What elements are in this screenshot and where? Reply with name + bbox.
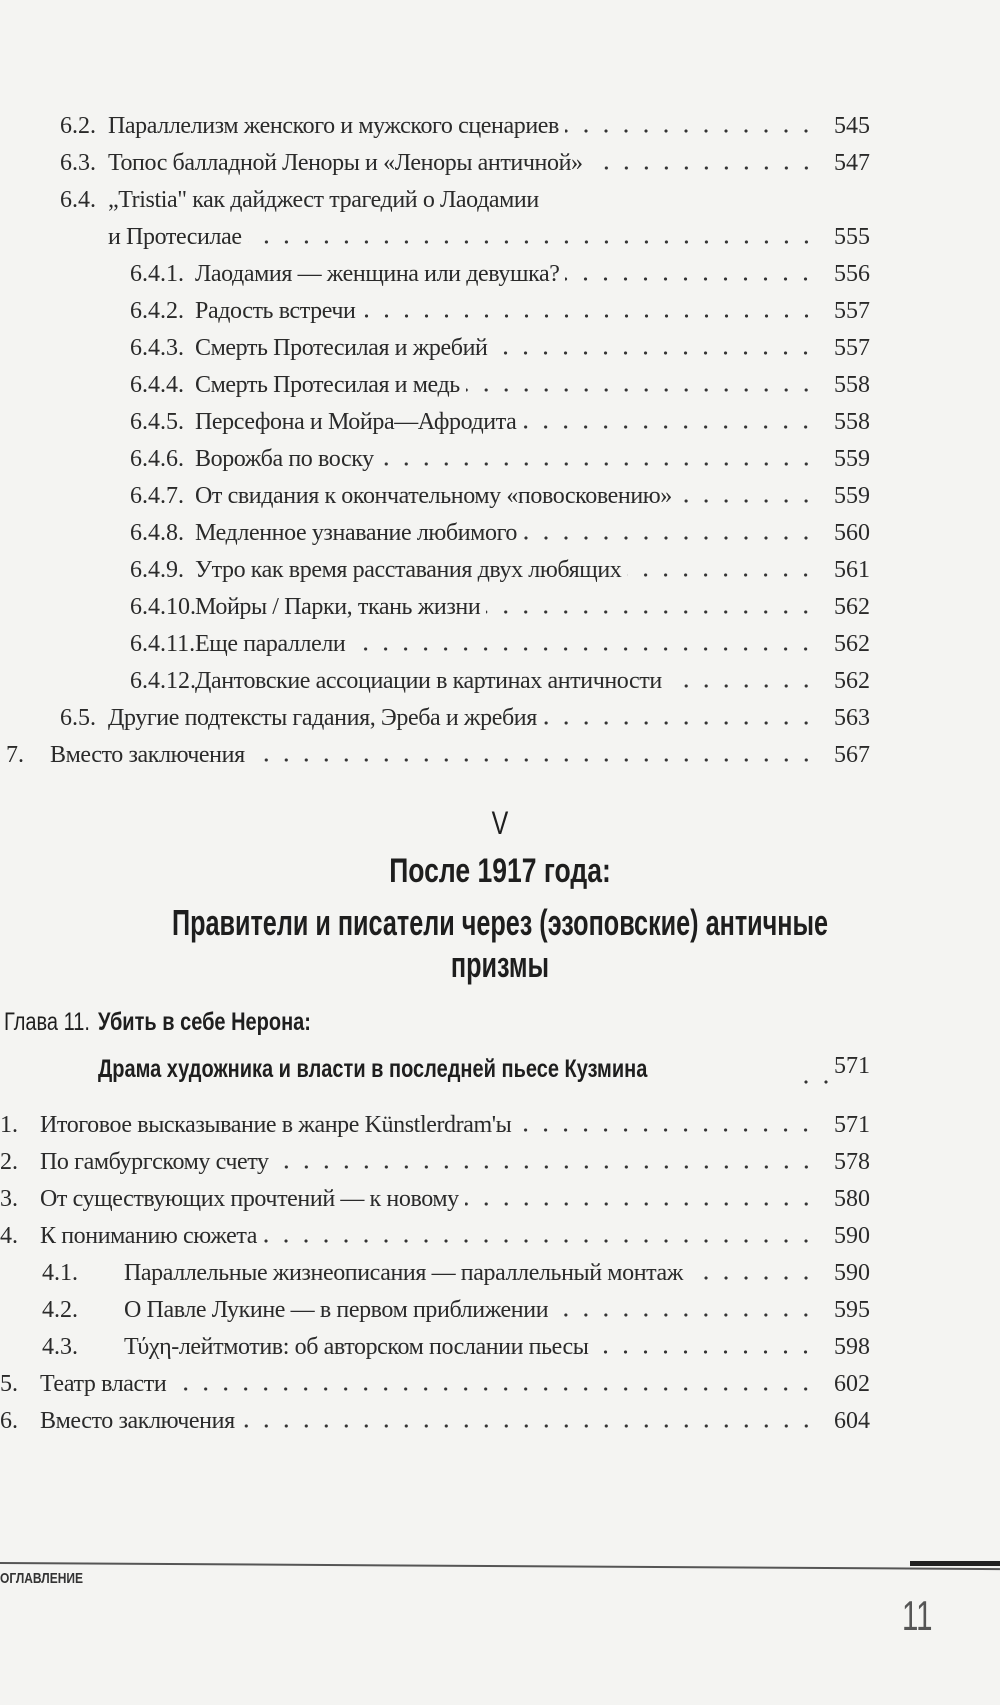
footer-rule-accent: [910, 1561, 1000, 1566]
dot-leader: [678, 499, 816, 503]
toc-entry: [0, 478, 1000, 515]
toc-entry-text: [195, 330, 870, 367]
toc-entry-label: Топос балладной Леноры и «Леноры античной»: [108, 150, 583, 176]
dot-leader: [627, 573, 816, 577]
toc-entry-page: 558: [834, 409, 870, 435]
dot-leader: [248, 240, 816, 244]
toc-entry-number: 6.5.: [60, 705, 96, 731]
toc-entry-label: О Павле Лукине — в первом приближении: [124, 1297, 549, 1323]
toc-entry-text: [124, 1329, 870, 1366]
toc-entry-label: Ворожба по воску: [195, 446, 374, 472]
toc-entry-text: [40, 1181, 870, 1218]
toc-entry-number: 6.4.4.: [130, 372, 184, 398]
toc-entry-number: 1.: [0, 1112, 18, 1138]
toc-entry-page: 562: [834, 668, 870, 694]
toc-entry: [0, 1218, 1000, 1255]
toc-entry-number: 6.4.11.: [130, 631, 196, 657]
dot-leader: [594, 1350, 816, 1354]
toc-entry: [0, 182, 1000, 219]
toc-entry-label: Утро как время расставания двух любящих: [195, 557, 622, 583]
toc-entry-page: 545: [834, 113, 870, 139]
toc-entry-number: 6.4.: [60, 187, 96, 213]
toc-entry-text: [195, 478, 870, 515]
toc-entry-page: 563: [834, 705, 870, 731]
part-number: V: [491, 805, 509, 841]
toc-entry-page: 595: [834, 1297, 870, 1323]
chapter-page: 571: [834, 1053, 870, 1079]
toc-entry: [0, 1292, 1000, 1329]
toc-entry-number: 2.: [0, 1149, 18, 1175]
toc-entry-text: [195, 441, 870, 478]
toc-entry: [0, 1181, 1000, 1218]
dot-leader: [466, 388, 816, 392]
toc-entry-text: [195, 367, 870, 404]
toc-entry-text: [124, 1255, 870, 1292]
toc-entry-label: От свидания к окончательному «повосковению»: [195, 483, 672, 509]
toc-entry: [0, 552, 1000, 589]
toc-entry-number: 6.: [0, 1408, 18, 1434]
toc-entry-label: Параллелизм женского и мужского сценариев: [108, 113, 559, 139]
toc-entry-label: Мойры / Парки, ткань жизни: [195, 594, 481, 620]
dot-leader: [668, 684, 816, 688]
part-title: После 1917 года:: [389, 852, 611, 890]
toc-entry-text: [124, 1292, 870, 1329]
toc-entry-number: 6.4.6.: [130, 446, 184, 472]
dot-leader: [241, 1424, 816, 1428]
toc-entry-text: [108, 145, 870, 182]
toc-entry: [0, 1255, 1000, 1292]
toc-entry-page: 567: [834, 742, 870, 768]
dot-leader: [523, 536, 816, 540]
toc-entry-page: 562: [834, 594, 870, 620]
toc-entry-page: 561: [834, 557, 870, 583]
toc-entry-text: [195, 515, 870, 552]
toc-section-bottom: [0, 1107, 1000, 1440]
toc-entry-number: 4.3.: [42, 1334, 78, 1360]
dot-leader: [172, 1387, 816, 1391]
toc-entry: [0, 256, 1000, 293]
toc-entry-number: 6.4.7.: [130, 483, 184, 509]
toc-entry-text: [195, 589, 870, 626]
dot-leader: [275, 1165, 816, 1169]
toc-entry: [0, 441, 1000, 478]
toc-entry: [0, 1329, 1000, 1366]
toc-entry-number: 4.1.: [42, 1260, 78, 1286]
toc-entry-label: От существующих прочтений — к новому: [40, 1186, 459, 1212]
toc-entry-label: По гамбургскому счету: [40, 1149, 269, 1175]
toc-entry-text: [50, 737, 870, 774]
toc-entry-page: 557: [834, 335, 870, 361]
toc-entry-label: Персефона и Мойра—Афродита: [195, 409, 517, 435]
toc-entry: [0, 145, 1000, 182]
toc-entry-number: 6.4.9.: [130, 557, 184, 583]
dot-leader: [263, 1239, 816, 1243]
toc-entry-number: 6.4.12.: [130, 668, 196, 694]
toc-entry: [0, 108, 1000, 145]
toc-entry-label: Вместо заключения: [40, 1408, 235, 1434]
toc-entry-page: 598: [834, 1334, 870, 1360]
toc-entry-label: Смерть Протесилая и медь: [195, 372, 460, 398]
toc-entry-text: [108, 700, 870, 737]
toc-entry-page: 604: [834, 1408, 870, 1434]
dot-leader: [486, 610, 816, 614]
toc-entry-number: 6.4.10.: [130, 594, 196, 620]
toc-entry-label: Еще параллели: [195, 631, 346, 657]
toc-entry-text: [40, 1218, 870, 1255]
toc-entry-number: 7.: [6, 742, 24, 768]
toc-entry: [0, 1144, 1000, 1181]
dot-leader: [380, 462, 816, 466]
toc-entry: [0, 700, 1000, 737]
dot-leader: [465, 1202, 816, 1206]
toc-entry-number: 6.4.5.: [130, 409, 184, 435]
toc-entry-label: Вместо заключения: [50, 742, 245, 768]
dot-leader: [517, 1128, 816, 1132]
toc-entry-label: Лаодамия — женщина или девушка?: [195, 261, 560, 287]
chapter-title-line1: Убить в себе Нерона:: [98, 1008, 311, 1036]
toc-entry-page: 547: [834, 150, 870, 176]
toc-entry-text: [195, 663, 870, 700]
toc-entry-text: [40, 1144, 870, 1181]
toc-entry-text: [108, 219, 870, 256]
dot-leader: [351, 647, 816, 651]
toc-entry: [0, 663, 1000, 700]
toc-entry-text: [108, 182, 870, 219]
toc-entry: [0, 367, 1000, 404]
page-number: 11: [902, 1592, 933, 1639]
dot-leader: [554, 1313, 816, 1317]
toc-entry: [0, 737, 1000, 774]
footer-rule: [0, 1562, 1000, 1570]
toc-entry-page: 558: [834, 372, 870, 398]
toc-entry-page: 571: [834, 1112, 870, 1138]
chapter-leader: [800, 1080, 836, 1084]
toc-entry-page: 578: [834, 1149, 870, 1175]
toc-entry-number: 6.3.: [60, 150, 96, 176]
toc-entry-number: 6.4.2.: [130, 298, 184, 324]
toc-section-top: [0, 108, 1000, 774]
toc-entry-label: Другие подтексты гадания, Эреба и жребия: [108, 705, 537, 731]
toc-entry-label: Дантовские ассоциации в картинах античности: [195, 668, 662, 694]
toc-entry-label: Смерть Протесилая и жребий: [195, 335, 488, 361]
toc-entry-label: Итоговое высказывание в жанре Künstlerdram'ы: [40, 1112, 512, 1138]
dot-leader: [565, 129, 816, 133]
dot-leader: [589, 166, 816, 170]
chapter-prefix: Глава 11.: [4, 1008, 90, 1036]
toc-entry-text: [40, 1366, 870, 1403]
toc-entry-text: [195, 626, 870, 663]
toc-entry-label: Τύχη-лейтмотив: об авторском послании пьесы: [124, 1334, 589, 1360]
running-head: ОГЛАВЛЕНИЕ: [0, 1570, 84, 1587]
toc-entry-page: 590: [834, 1260, 870, 1286]
toc-entry: [0, 626, 1000, 663]
toc-entry: [0, 404, 1000, 441]
toc-entry: [0, 589, 1000, 626]
toc-entry-label: Радость встречи: [195, 298, 356, 324]
toc-entry-page: 559: [834, 446, 870, 472]
toc-entry-label: Медленное узнавание любимого: [195, 520, 518, 546]
toc-entry-label: Параллельные жизнеописания — параллельный монтаж: [124, 1260, 683, 1286]
dot-leader: [565, 277, 816, 281]
toc-entry-number: 6.4.8.: [130, 520, 184, 546]
toc-entry-text: [195, 293, 870, 330]
toc-entry-text: [108, 108, 870, 145]
toc-entry: [0, 293, 1000, 330]
dot-leader: [493, 351, 816, 355]
toc-entry-number: 6.2.: [60, 113, 96, 139]
toc-entry-number: 6.4.3.: [130, 335, 184, 361]
toc-entry-page: 590: [834, 1223, 870, 1249]
toc-entry-label: Театр власти: [40, 1371, 167, 1397]
toc-entry-number: 3.: [0, 1186, 18, 1212]
toc-entry-page: 580: [834, 1186, 870, 1212]
dot-leader: [251, 758, 816, 762]
toc-entry: [0, 515, 1000, 552]
toc-entry-label: и Протесилае: [108, 224, 242, 250]
chapter-title-line2: Драма художника и власти в последней пьесе Кузмина: [98, 1055, 648, 1083]
toc-entry-text: [195, 552, 870, 589]
toc-entry-label: К пониманию сюжета: [40, 1223, 257, 1249]
toc-entry-label: „Tristia" как дайджест трагедий о Лаодамии: [108, 187, 539, 213]
toc-entry-text: [40, 1107, 870, 1144]
toc-entry: [0, 219, 1000, 256]
toc-entry-text: [195, 256, 870, 293]
dot-leader: [543, 721, 816, 725]
toc-entry-page: 562: [834, 631, 870, 657]
dot-leader: [362, 314, 817, 318]
toc-entry-text: [195, 404, 870, 441]
dot-leader: [522, 425, 816, 429]
toc-entry-page: 559: [834, 483, 870, 509]
toc-entry-page: 602: [834, 1371, 870, 1397]
toc-entry-text: [40, 1403, 870, 1440]
toc-entry-number: 6.4.1.: [130, 261, 184, 287]
toc-entry-page: 557: [834, 298, 870, 324]
toc-entry: [0, 1366, 1000, 1403]
toc-entry: [0, 330, 1000, 367]
toc-entry-number: 4.: [0, 1223, 18, 1249]
toc-entry: [0, 1403, 1000, 1440]
toc-entry: [0, 1107, 1000, 1144]
toc-entry-number: 5.: [0, 1371, 18, 1397]
toc-entry-page: 560: [834, 520, 870, 546]
toc-entry-page: 556: [834, 261, 870, 287]
dot-leader: [689, 1276, 816, 1280]
part-subtitle: Правители и писатели через (эзоповские) античные призмы: [171, 902, 829, 985]
toc-entry-page: 555: [834, 224, 870, 250]
toc-entry-number: 4.2.: [42, 1297, 78, 1323]
